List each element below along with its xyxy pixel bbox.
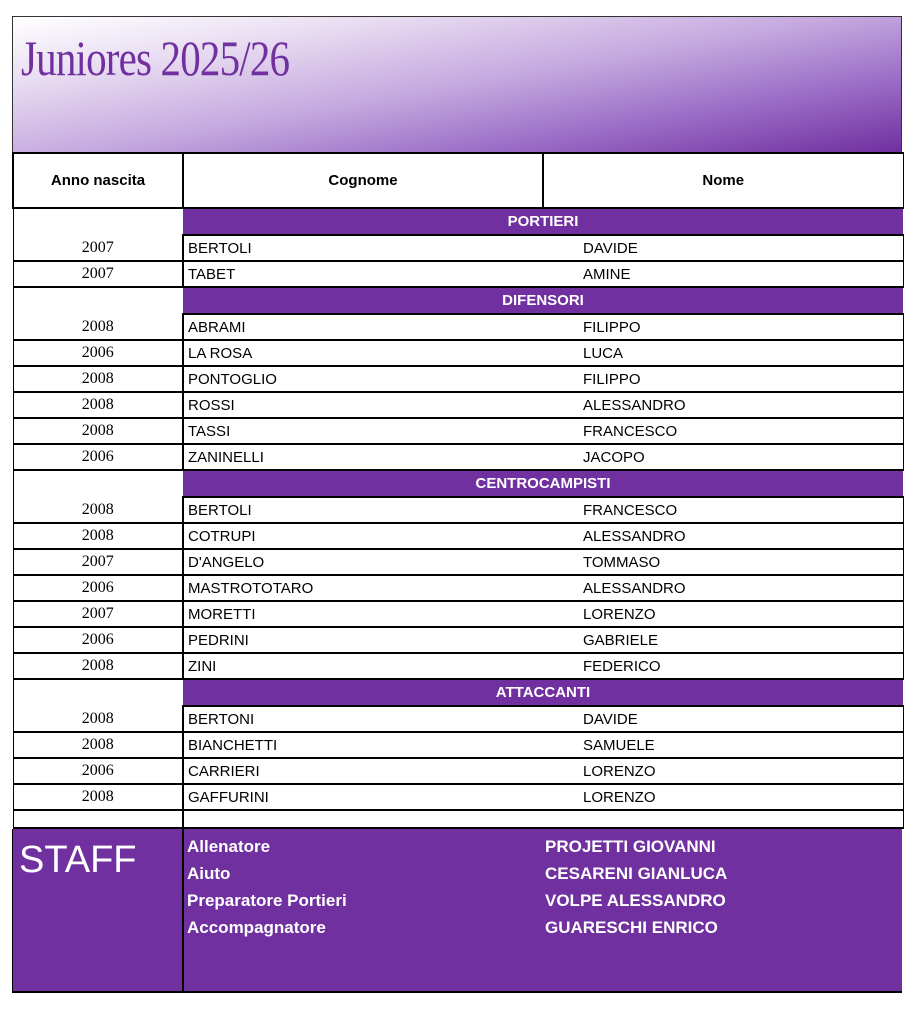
birth-year: 2007 xyxy=(13,601,183,627)
table-row xyxy=(13,653,903,679)
table-row xyxy=(13,732,903,758)
table-row xyxy=(13,366,903,392)
surname: ABRAMI xyxy=(183,314,543,340)
section-row xyxy=(13,287,903,314)
surname: TABET xyxy=(183,261,543,287)
surname: BERTOLI xyxy=(183,235,543,261)
first-name: FILIPPO xyxy=(543,366,903,392)
table-row xyxy=(13,314,903,340)
section-spacer xyxy=(13,208,183,235)
staff-role: Allenatore xyxy=(187,837,271,856)
table-row xyxy=(13,444,903,470)
birth-year: 2006 xyxy=(13,575,183,601)
birth-year: 2008 xyxy=(13,497,183,523)
section-row xyxy=(13,470,903,497)
first-name: JACOPO xyxy=(543,444,903,470)
table-row xyxy=(13,340,903,366)
birth-year: 2008 xyxy=(13,314,183,340)
table-row xyxy=(13,392,903,418)
first-name: LUCA xyxy=(543,340,903,366)
staff-role: Preparatore Portieri xyxy=(187,891,347,910)
birth-year: 2008 xyxy=(13,653,183,679)
roster-body xyxy=(13,153,903,828)
header-cognome: Cognome xyxy=(183,153,543,208)
first-name: ALESSANDRO xyxy=(543,392,903,418)
birth-year: 2008 xyxy=(13,784,183,810)
first-name: LORENZO xyxy=(543,601,903,627)
birth-year: 2008 xyxy=(13,366,183,392)
table-row xyxy=(13,235,903,261)
first-name: GABRIELE xyxy=(543,627,903,653)
surname: COTRUPI xyxy=(183,523,543,549)
staff-role: Aiuto xyxy=(187,864,231,883)
birth-year: 2008 xyxy=(13,706,183,732)
staff-label: STAFF xyxy=(19,839,137,881)
surname: BERTONI xyxy=(183,706,543,732)
staff-panel xyxy=(12,829,902,993)
first-name: ALESSANDRO xyxy=(543,523,903,549)
blank-cell xyxy=(543,810,903,828)
section-spacer xyxy=(13,679,183,706)
first-name: SAMUELE xyxy=(543,732,903,758)
first-name: TOMMASO xyxy=(543,549,903,575)
section-title: CENTROCAMPISTI xyxy=(183,470,903,497)
roster-sheet xyxy=(12,16,902,993)
first-name: DAVIDE xyxy=(543,706,903,732)
birth-year: 2008 xyxy=(13,418,183,444)
table-row xyxy=(13,627,903,653)
surname: MORETTI xyxy=(183,601,543,627)
birth-year: 2007 xyxy=(13,235,183,261)
table-row xyxy=(13,601,903,627)
birth-year: 2007 xyxy=(13,261,183,287)
surname: BERTOLI xyxy=(183,497,543,523)
table-row xyxy=(13,523,903,549)
section-title: ATTACCANTI xyxy=(183,679,903,706)
first-name: FRANCESCO xyxy=(543,418,903,444)
birth-year: 2008 xyxy=(13,523,183,549)
title-banner xyxy=(12,16,902,152)
section-spacer xyxy=(13,287,183,314)
section-row xyxy=(13,679,903,706)
staff-name: GUARESCHI ENRICO xyxy=(545,918,718,937)
staff-name: CESARENI GIANLUCA xyxy=(545,864,728,883)
first-name: LORENZO xyxy=(543,784,903,810)
surname: TASSI xyxy=(183,418,543,444)
table-row xyxy=(13,549,903,575)
surname: D'ANGELO xyxy=(183,549,543,575)
staff-role: Accompagnatore xyxy=(187,918,326,937)
staff-name: PROJETTI GIOVANNI xyxy=(545,837,716,856)
first-name: LORENZO xyxy=(543,758,903,784)
surname: ZANINELLI xyxy=(183,444,543,470)
blank-row xyxy=(13,810,903,828)
birth-year: 2006 xyxy=(13,627,183,653)
first-name: FEDERICO xyxy=(543,653,903,679)
surname: PEDRINI xyxy=(183,627,543,653)
header-nome: Nome xyxy=(543,153,903,208)
page-title: Juniores 2025/26 xyxy=(21,30,290,86)
table-row xyxy=(13,784,903,810)
header-row xyxy=(13,153,903,208)
surname: MASTROTOTARO xyxy=(183,575,543,601)
first-name: FILIPPO xyxy=(543,314,903,340)
table-row xyxy=(13,758,903,784)
staff-names xyxy=(545,833,727,941)
table-row xyxy=(13,497,903,523)
blank-cell xyxy=(13,810,183,828)
staff-roles xyxy=(187,833,347,941)
birth-year: 2007 xyxy=(13,549,183,575)
header-anno: Anno nascita xyxy=(13,153,183,208)
surname: ROSSI xyxy=(183,392,543,418)
birth-year: 2006 xyxy=(13,444,183,470)
section-row xyxy=(13,208,903,235)
first-name: AMINE xyxy=(543,261,903,287)
birth-year: 2008 xyxy=(13,392,183,418)
staff-divider xyxy=(182,829,184,991)
blank-cell xyxy=(183,810,543,828)
table-row xyxy=(13,418,903,444)
surname: CARRIERI xyxy=(183,758,543,784)
birth-year: 2006 xyxy=(13,758,183,784)
staff-name: VOLPE ALESSANDRO xyxy=(545,891,726,910)
first-name: ALESSANDRO xyxy=(543,575,903,601)
first-name: FRANCESCO xyxy=(543,497,903,523)
section-title: DIFENSORI xyxy=(183,287,903,314)
surname: BIANCHETTI xyxy=(183,732,543,758)
surname: GAFFURINI xyxy=(183,784,543,810)
table-row xyxy=(13,706,903,732)
first-name: DAVIDE xyxy=(543,235,903,261)
table-row xyxy=(13,261,903,287)
section-spacer xyxy=(13,470,183,497)
birth-year: 2006 xyxy=(13,340,183,366)
birth-year: 2008 xyxy=(13,732,183,758)
table-row xyxy=(13,575,903,601)
surname: PONTOGLIO xyxy=(183,366,543,392)
surname: LA ROSA xyxy=(183,340,543,366)
section-title: PORTIERI xyxy=(183,208,903,235)
surname: ZINI xyxy=(183,653,543,679)
roster-table xyxy=(12,152,904,829)
